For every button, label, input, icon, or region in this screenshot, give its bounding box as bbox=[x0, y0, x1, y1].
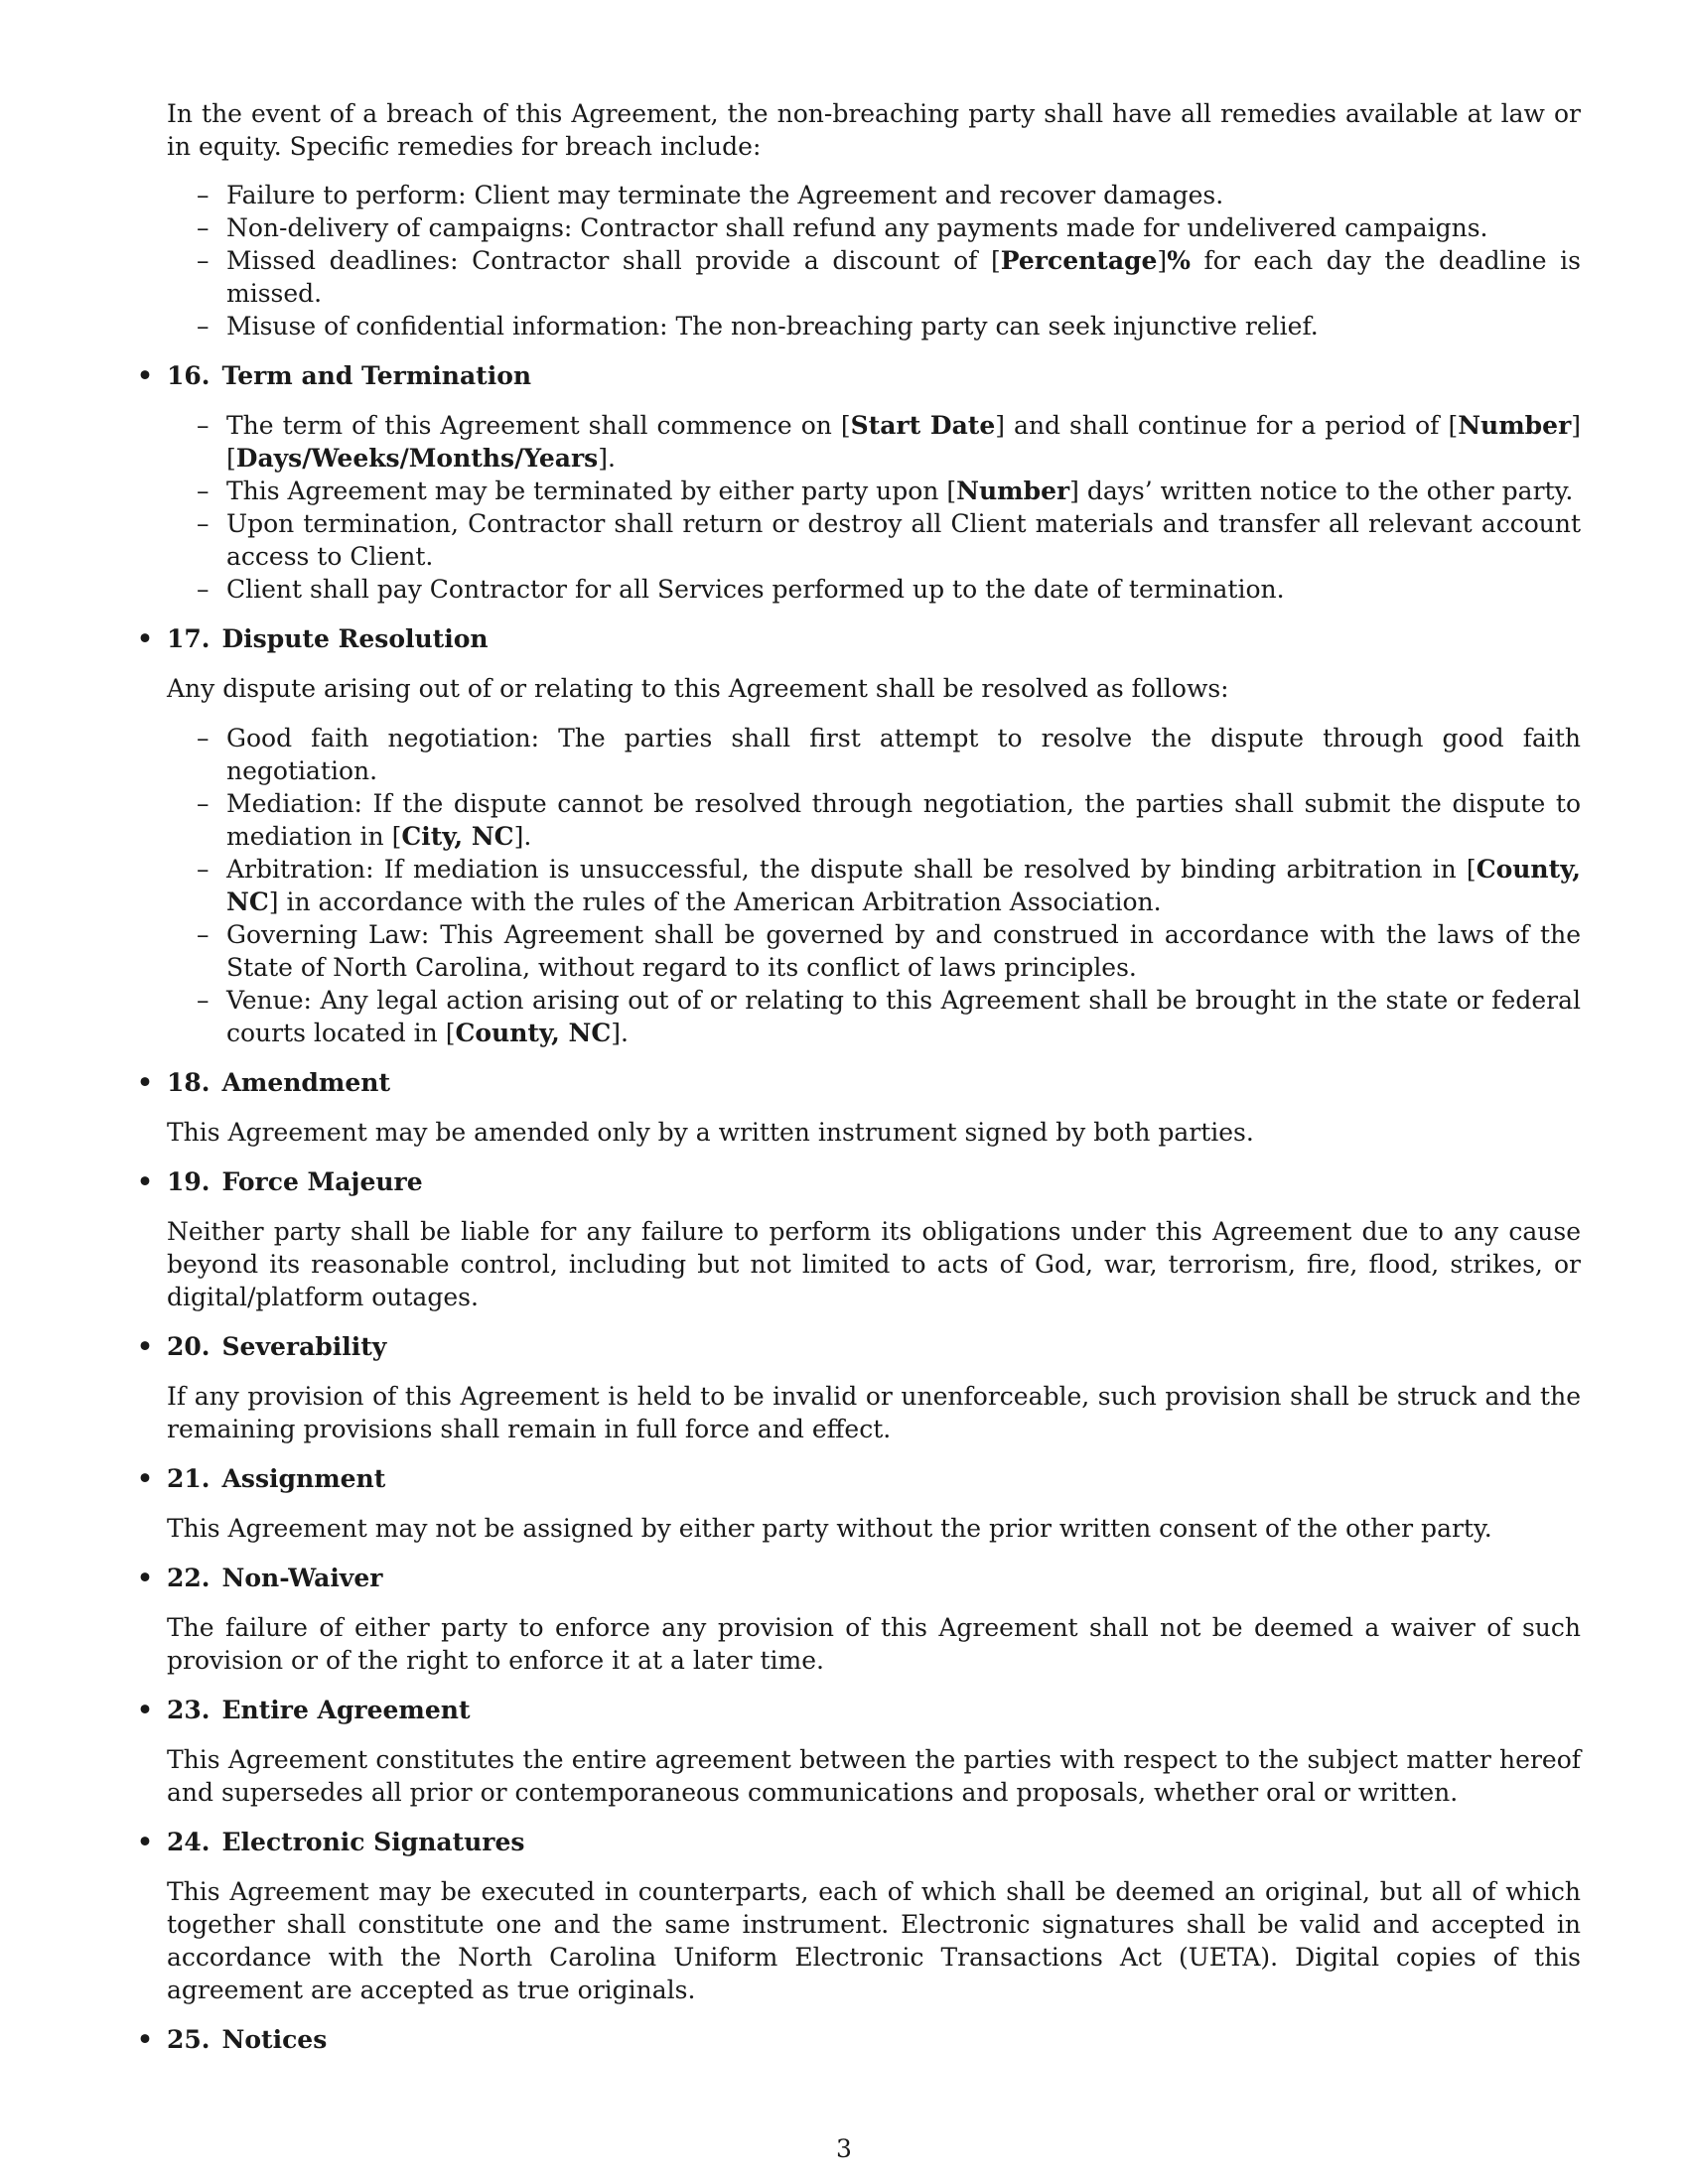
section-heading: • 18. Amendment bbox=[167, 1066, 1581, 1099]
placeholder-percentage: Percentage bbox=[1000, 246, 1158, 275]
list-item: – This Agreement may be terminated by either party upon [Number] days’ written notice to the other party. bbox=[226, 475, 1581, 507]
section-heading: • 19. Force Majeure bbox=[167, 1165, 1581, 1198]
section-heading: • 17. Dispute Resolution bbox=[167, 622, 1581, 655]
list-item: – Governing Law: This Agreement shall be governed by and construed in accordance with the laws of the State of North Carolina, without regard to its conflict of laws principles. bbox=[226, 918, 1581, 984]
placeholder-city: City, NC bbox=[401, 822, 514, 851]
section-20 bbox=[167, 1330, 1581, 1445]
list-item: – Failure to perform: Client may terminate the Agreement and recover damages. bbox=[226, 179, 1581, 211]
placeholder-start-date: Start Date bbox=[850, 411, 996, 440]
section-body: This Agreement may not be assigned by either party without the prior written consent of the other party. bbox=[167, 1514, 1492, 1543]
term-termination-list bbox=[167, 409, 1581, 606]
placeholder-number: Number bbox=[1458, 411, 1572, 440]
section-body: This Agreement constitutes the entire agreement between the parties with respect to the subject matter hereof and supersedes all prior or contemporaneous communications and proposals, whether oral or written. bbox=[167, 1745, 1581, 1807]
list-item: – Client shall pay Contractor for all Services performed up to the date of termination. bbox=[226, 573, 1581, 606]
section-21 bbox=[167, 1462, 1581, 1545]
page-number: 3 bbox=[836, 2134, 852, 2163]
section-body: The failure of either party to enforce any provision of this Agreement shall not be deemed a waiver of such provision or of the right to enforce it at a later time. bbox=[167, 1613, 1581, 1675]
section-16 bbox=[167, 359, 1581, 606]
section-25 bbox=[167, 2023, 1581, 2056]
placeholder-number: Number bbox=[956, 477, 1070, 505]
placeholder-county: County, NC bbox=[455, 1019, 612, 1047]
section-body: This Agreement may be executed in counterparts, each of which shall be deemed an original, but all of which together shall constitute one and the same instrument. Electronic signatures shall be valid and accepted in accordance with the North Carolina Uniform Electronic Transactions Act (UETA). Digital copies of this agreement are accepted as true originals. bbox=[167, 1877, 1581, 2004]
placeholder-period-unit: Days/Weeks/Months/Years bbox=[235, 444, 599, 473]
section-heading: • 25. Notices bbox=[167, 2023, 1581, 2056]
section-heading: • 22. Non-Waiver bbox=[167, 1562, 1581, 1594]
section-heading: • 23. Entire Agreement bbox=[167, 1694, 1581, 1726]
list-item: – Mediation: If the dispute cannot be resolved through negotiation, the parties shall submit the dispute to mediation in [City, NC]. bbox=[226, 787, 1581, 853]
document-page bbox=[167, 97, 1581, 2056]
dispute-resolution-list bbox=[167, 722, 1581, 1049]
section-body: If any provision of this Agreement is held to be invalid or unenforceable, such provision shall be struck and the remaining provisions shall remain in full force and effect. bbox=[167, 1382, 1581, 1443]
list-item: – Missed deadlines: Contractor shall provide a discount of [Percentage]% for each day the deadline is missed. bbox=[226, 244, 1581, 310]
section-heading: • 16. Term and Termination bbox=[167, 359, 1581, 392]
list-item: – Upon termination, Contractor shall return or destroy all Client materials and transfer all relevant account access to Client. bbox=[226, 507, 1581, 573]
section-24 bbox=[167, 1826, 1581, 2006]
section-body: This Agreement may be amended only by a written instrument signed by both parties. bbox=[167, 1118, 1254, 1147]
list-item: – Arbitration: If mediation is unsuccessful, the dispute shall be resolved by binding arbitration in [County, NC] in accordance with the rules of the American Arbitration Association. bbox=[226, 853, 1581, 918]
section-heading: • 24. Electronic Signatures bbox=[167, 1826, 1581, 1858]
section-body: Neither party shall be liable for any failure to perform its obligations under this Agreement due to any cause beyond its reasonable control, including but not limited to acts of God, war, terrorism, fire, flood, strikes, or digital/platform outages. bbox=[167, 1217, 1581, 1311]
section-19 bbox=[167, 1165, 1581, 1313]
section-18 bbox=[167, 1066, 1581, 1149]
section-heading: • 20. Severability bbox=[167, 1330, 1581, 1363]
list-item: – Misuse of confidential information: The non-breaching party can seek injunctive relief. bbox=[226, 310, 1581, 342]
placeholder-county: County, NC bbox=[226, 855, 1581, 916]
breach-remedies-list bbox=[167, 179, 1581, 342]
list-item: – Venue: Any legal action arising out of or relating to this Agreement shall be brought in the state or federal courts located in [County, NC]. bbox=[226, 984, 1581, 1049]
section-22 bbox=[167, 1562, 1581, 1677]
section-heading: • 21. Assignment bbox=[167, 1462, 1581, 1495]
section-body: Any dispute arising out of or relating to this Agreement shall be resolved as follows: bbox=[167, 674, 1229, 703]
section-17 bbox=[167, 622, 1581, 1049]
list-item: – Non-delivery of campaigns: Contractor shall refund any payments made for undelivered campaigns. bbox=[226, 211, 1581, 244]
list-item: – Good faith negotiation: The parties shall first attempt to resolve the dispute through good faith negotiation. bbox=[226, 722, 1581, 787]
section-23 bbox=[167, 1694, 1581, 1809]
breach-remedies-intro: In the event of a breach of this Agreement, the non-breaching party shall have all remedies available at law or in equity. Specific remedies for breach include: bbox=[167, 99, 1581, 161]
list-item: – The term of this Agreement shall commence on [Start Date] and shall continue for a period of [Number] [Days/Weeks/Months/Years]. bbox=[226, 409, 1581, 475]
